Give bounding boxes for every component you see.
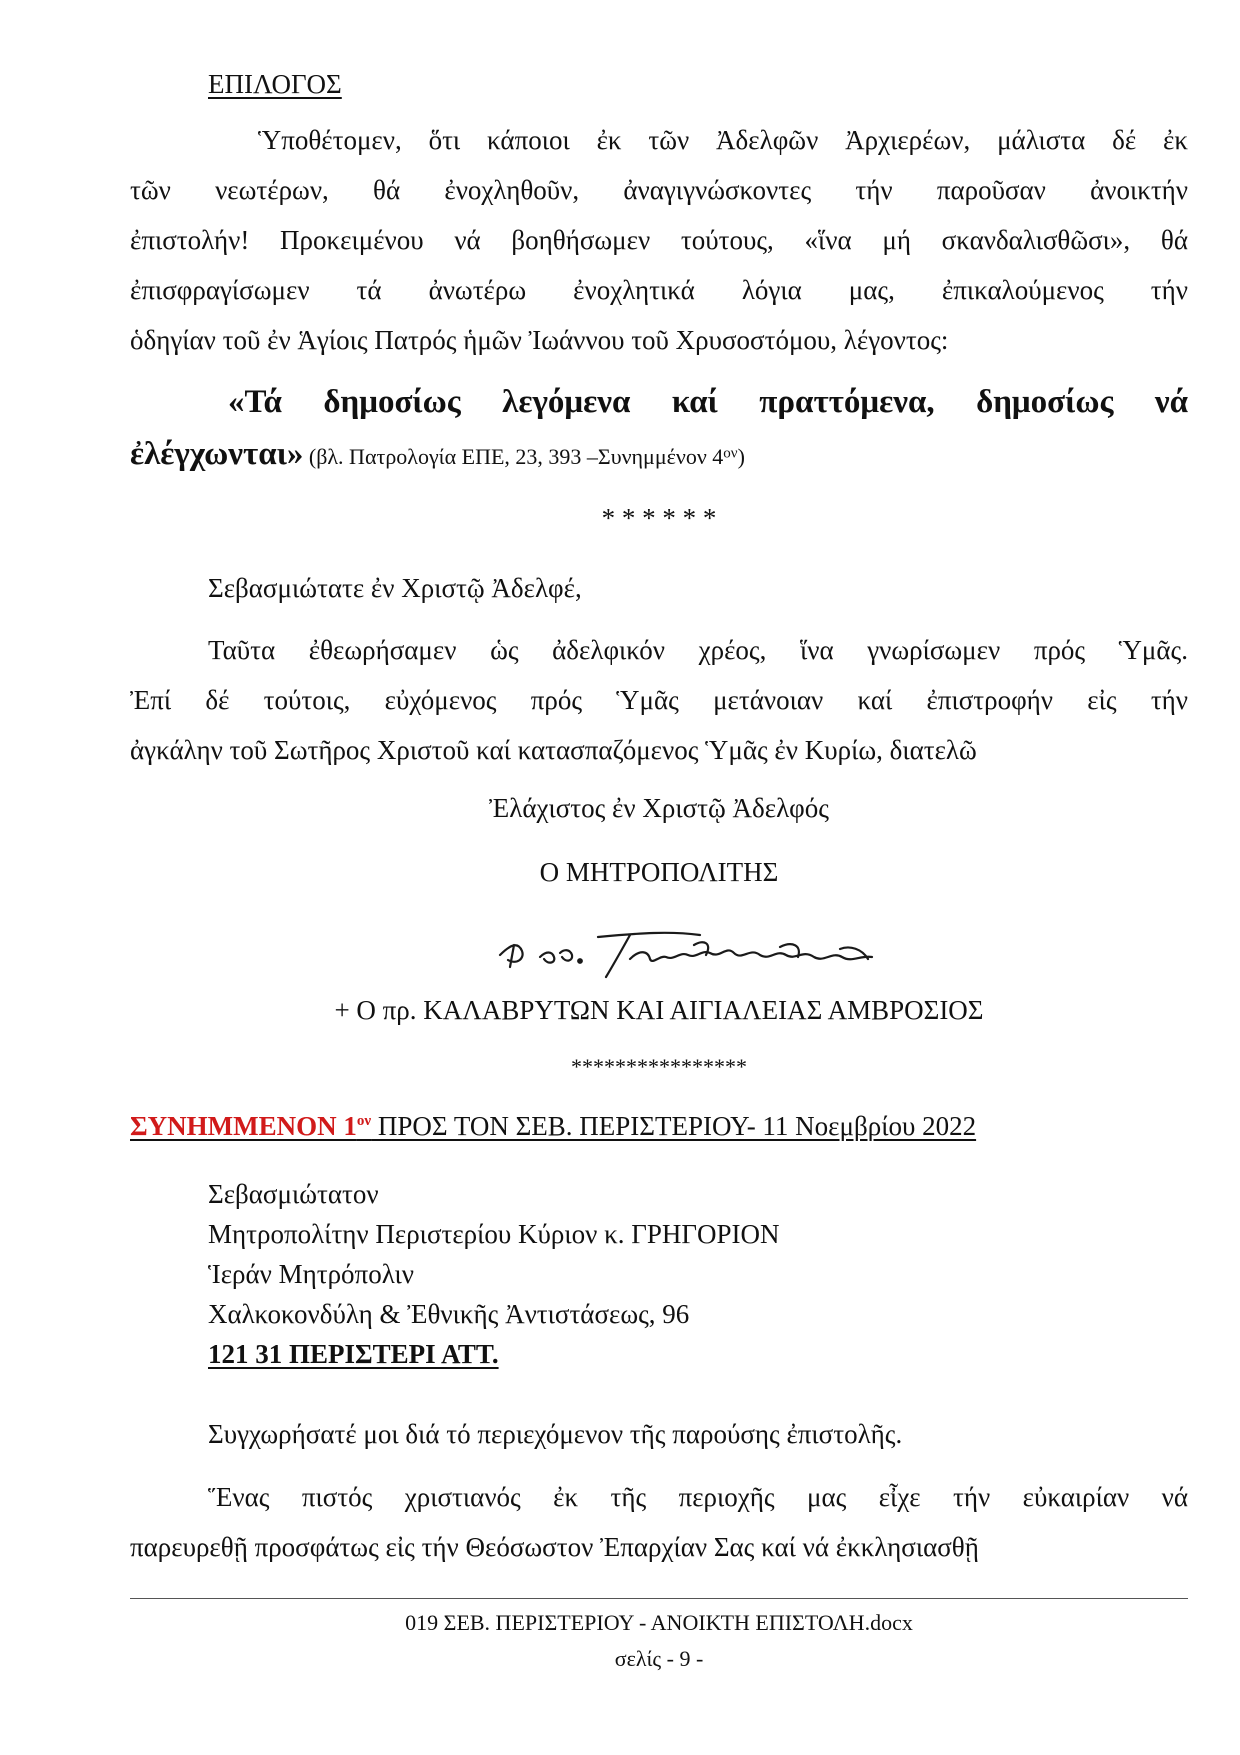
attachment-label-sup: ον <box>356 1113 372 1129</box>
signature-image <box>480 915 890 985</box>
signoff: Ἐλάχιστος ἐν Χριστῷ Ἀδελφός <box>489 793 829 823</box>
text-line: ἀγκάλην τοῦ Σωτῆρος Χριστοῦ καί κατασπαζόμενος Ὑμᾶς ἐν Κυρίω, διατελῶ <box>130 735 977 765</box>
footer-page-number: σελίς - 9 - <box>614 1646 704 1671</box>
apology-paragraph: Συγχωρήσατέ μοι διά τό περιεχόμενον τῆς παρούσης ἐπιστολῆς. <box>208 1419 903 1449</box>
address-postcode: 121 31 ΠΕΡΙΣΤΕΡΙ ΑΤΤ. <box>208 1339 499 1369</box>
epilogue-heading: ΕΠΙΛΟΓΟΣ <box>208 69 342 99</box>
text-line: ἐπιστολήν! Προκειμένου νά βοηθήσωμεν τούτους, «ἵνα μή σκανδαλισθῶσι», θά <box>130 225 1188 255</box>
text-line: Ἐπί δέ τούτοις, εὐχόμενος πρός Ὑμᾶς μετάνοιαν καί ἐπιστροφήν εἰς τήν <box>130 685 1188 715</box>
quote-text: ἐλέγχωνται» <box>130 436 304 472</box>
text-line: παρευρεθῇ προσφάτως εἰς τήν Θεόσωστον Ἐπαρχίαν Σας καί νά ἐκκλησιασθῇ <box>130 1532 979 1562</box>
signer-title: Ο ΜΗΤΡΟΠΟΛΙΤΗΣ <box>539 857 779 887</box>
salutation: Σεβασμιώτατε ἐν Χριστῷ Ἀδελφέ, <box>208 573 582 603</box>
quote-line-2 <box>130 428 1188 480</box>
quote-reference: (βλ. Πατρολογία ΕΠΕ, 23, 393 –Συνημμένον 4 <box>303 444 724 469</box>
attachment-description: ΠΡΟΣ ΤΟΝ ΣΕΒ. ΠΕΡΙΣΤΕΡΙΟΥ- 11 Νοεμβρίου 2022 <box>371 1111 977 1141</box>
signer-name: + Ο πρ. ΚΑΛΑΒΡΥΤΩΝ ΚΑΙ ΑΙΓΙΑΛΕΙΑΣ ΑΜΒΡΟΣΙΟΣ <box>334 995 984 1025</box>
text-line: Ὑποθέτομεν, ὅτι κάποιοι ἐκ τῶν Ἀδελφῶν Ἀρχιερέων, μάλιστα δέ ἐκ <box>258 125 1188 155</box>
text-line: ὁδηγίαν τοῦ ἐν Ἁγίοις Πατρός ἡμῶν Ἰωάννου τοῦ Χρυσοστόμου, λέγοντος: <box>130 325 949 355</box>
quote-reference-end: ) <box>737 444 745 469</box>
footer-divider <box>130 1598 1188 1599</box>
separator-stars: * * * * * * <box>601 503 717 533</box>
text-line: Ἕνας πιστός χριστιανός ἐκ τῆς περιοχῆς μας εἶχε τήν εὐκαιρίαν νά <box>208 1482 1188 1512</box>
footer-filename: 019 ΣΕΒ. ΠΕΡΙΣΤΕΡΙΟΥ - ΑΝΟΙΚΤΗ ΕΠΙΣΤΟΛΗ.docx <box>405 1610 913 1635</box>
address-line: Σεβασμιώτατον <box>208 1179 379 1209</box>
quote-reference-sup: ον <box>723 445 738 462</box>
quote-line: «Τά δημοσίως λεγόμενα καί πραττόμενα, δημοσίως νά <box>228 384 1188 420</box>
attachment-heading <box>130 1104 976 1149</box>
text-line: τῶν νεωτέρων, θά ἐνοχληθοῦν, ἀναγιγνώσκοντες τήν παροῦσαν ἀνοικτήν <box>130 175 1188 205</box>
address-line: Μητροπολίτην Περιστερίου Κύριον κ. ΓΡΗΓΟΡΙΟΝ <box>208 1219 780 1249</box>
text-line: ἐπισφραγίσωμεν τά ἀνωτέρω ἐνοχλητικά λόγια μας, ἐπικαλούμενος τήν <box>130 275 1188 305</box>
attachment-label: ΣΥΝΗΜΜΕΝΟΝ 1 <box>130 1111 357 1141</box>
text-line: Ταῦτα ἐθεωρήσαμεν ὡς ἀδελφικόν χρέος, ἵνα γνωρίσωμεν πρός Ὑμᾶς. <box>208 635 1188 665</box>
address-line: Ἱεράν Μητρόπολιν <box>208 1259 414 1289</box>
separator-stars-long: **************** <box>571 1054 747 1079</box>
address-line: Χαλκοκονδύλη & Ἐθνικῆς Ἀντιστάσεως, 96 <box>208 1299 690 1329</box>
